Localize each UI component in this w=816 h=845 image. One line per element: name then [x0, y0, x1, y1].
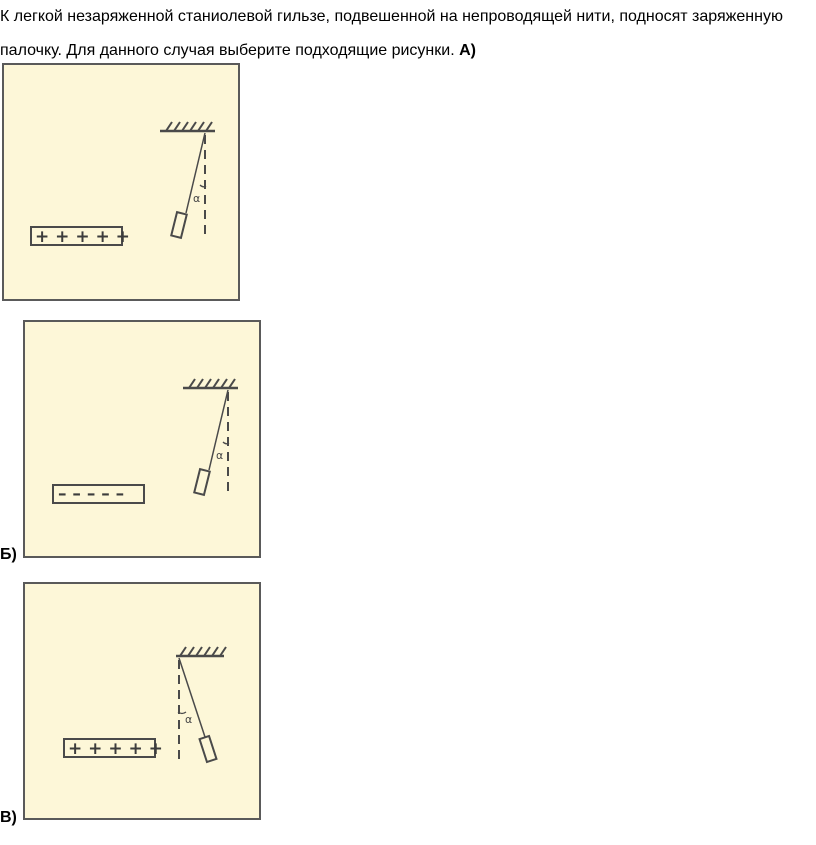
label-b: Б) — [0, 546, 17, 563]
label-v: В) — [0, 809, 17, 826]
figure-b-drawing — [25, 322, 263, 560]
sleeve — [200, 736, 217, 762]
question-text — [0, 0, 816, 68]
figure-b — [23, 320, 261, 558]
alpha-label: α — [193, 192, 201, 205]
question-body: К легкой незаряженной станиолевой гильзе, подвешенной на непроводящей нити, подносят заряженную палочку. Для данного случая выберите подходящие рисунки. — [0, 8, 783, 59]
figure-v-drawing — [25, 584, 263, 822]
rod-charge-signs: + + + + + — [35, 227, 130, 247]
sleeve — [194, 469, 210, 495]
rod-charge-signs: + + + + + — [68, 739, 163, 759]
label-a: А) — [459, 42, 476, 59]
sleeve — [171, 212, 187, 238]
figure-a-drawing — [4, 65, 242, 303]
figure-v — [23, 582, 261, 820]
rod-charge-signs: – – – – – — [58, 484, 125, 504]
alpha-label: α — [216, 449, 224, 462]
alpha-label: α — [185, 713, 193, 726]
figure-a — [2, 63, 240, 301]
